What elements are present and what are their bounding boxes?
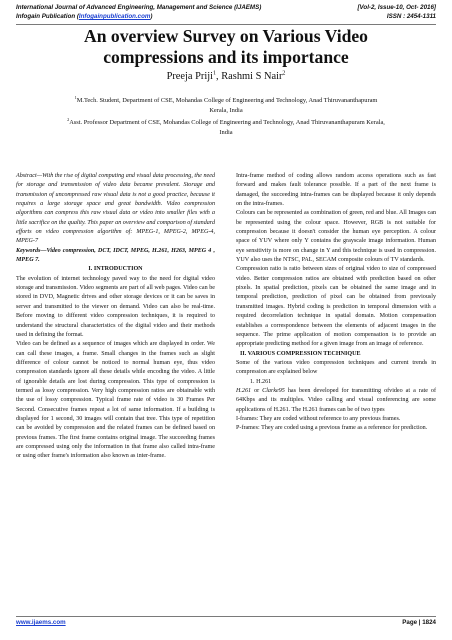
publisher-prefix: Infogain Publication ( — [16, 13, 79, 20]
body-paragraph-intra-frame: Intra-frame method of coding allows random access operations such as fast forward and makes fault tolerance possible. If a part of the next frame is damaged, the succeeding intra-frames can be displayed because it only depends on the intra-frames. — [236, 173, 436, 208]
section-heading-compression: II. VARIOUS COMPRESSION TECHNIQUE — [240, 350, 361, 357]
title-line-1: An overview Survey on Various Video — [84, 26, 368, 46]
intro-paragraph-2: Video can be defined as a sequence of images which are displayed in order. We can call these images, a frame. Small changes in the frames such as slight difference of colour cannot be noticed to normal human eye, thus video compression standards ignore all these details while encoding the video. A little of ignorable details are lost during compression. This type of compression is termed as lossy compression. Very high compression ratios are obtainable with the use of lossy compression. Typical frame rate of video is 30 Frames Per Second. Consecutive frames repeat a lot of same information. If a building is displayed for 1 second, 30 images will contain that tree. This type of repetition can be avoided by compression and the related frames can be defined based on previous frames. The first frame contains original image. The succeeding frames are compressed using only the information in that frame also called intra-frame or using other frame's information also known as inter-frame. — [16, 341, 215, 460]
publisher-link[interactable]: Infogainpublication.com — [78, 13, 151, 20]
list-item-h261: 1. H.261 — [250, 378, 272, 385]
issn: ISSN : 2454-1311 — [386, 13, 436, 20]
affiliation-2 — [22, 118, 430, 138]
page-number: Page | 1824 — [402, 619, 436, 626]
journal-name: International Journal of Advanced Engineering, Management and Science (IJAEMS) — [16, 4, 262, 11]
abstract: Abstract—With the rise of digital computing and visual data processing, the need for storage and transmission of video data became prevalent. Storage and transmission of uncompressed raw visual data is not a good practice, because it requires a large storage space and great bandwidth. Video compression algorithms can compress this raw visual data or video into smaller files with a little sacrifice on the quality. This paper an overview and comparison of standard efforts on video compression algorithm of: MPEG-1, MPEG-2, MPEG-4, MPEG-7 — [16, 173, 215, 245]
volume-info: [Vol-2, Issue-10, Oct- 2016] — [357, 4, 436, 11]
body-paragraph-colour: Colours can be represented as combination of green, red and blue. All Images can be represented using the colour space. However, RGB is not suitable for compression because it doesn't consider the human eye perception. A colour space of YUV where only Y contains the grayscale image information. Human eye sensitivity is more on change in Y and this technique is used in compression. YUV also uses the NTSC, PAL, SECAM composite colours of TV standards. — [236, 210, 436, 264]
affiliation-1 — [22, 96, 430, 116]
page-footer — [16, 616, 436, 628]
affiliation-2-sup: 2 — [67, 116, 70, 122]
paper-title — [0, 26, 452, 68]
footer-url[interactable]: www.ijaems.com — [16, 619, 66, 626]
h261-italic: H.261 — [236, 387, 252, 394]
title-line-2: compressions and its importance — [103, 47, 349, 67]
left-column — [16, 172, 215, 462]
affiliation-2-line-2: India — [219, 129, 233, 136]
affiliation-2-line-1: Asst. Professor Department of CSE, Mohandas College of Engineering and Technology, Anad Thiruvananthapuram Kerala, — [69, 119, 385, 126]
h261-text-b: has been developed for transmitting ofvideo at a rate of 64Kbps and its multiples. Video calling and visual conferencing are some applications of H.261. The H.261 frames can be of two types — [236, 387, 436, 413]
author-2-sup: 2 — [282, 70, 286, 77]
body-paragraph-compression-ratio: Compression ratio is ratio between sizes of original video to size of compressed video. Better compression ratios are obtained with prediction based on other pixels. In spatial prediction, pixels can be obtained the same image and in temporal prediction, prediction of pixel can be obtained from previously transmitted images. Hybrid coding is prediction in temporal dimension with a required decorrelation technique in spatial domain. Motion compensation establishes a correspondence between the elements of adjacent images in the sequence. The prime application of motion compensation is to provide an appropriate predicting method for a given image from an image of reference. — [236, 266, 436, 348]
body-paragraph-i-frames: I-frames: They are coded without reference to any previous frames. — [236, 415, 401, 422]
author-line — [0, 70, 452, 83]
affiliation-1-sup: 1 — [74, 94, 77, 100]
section-heading-introduction: I. INTRODUCTION — [88, 266, 143, 273]
keywords: Keywords—Video compression, DCT, IDCT, MPEG, H.261, H263, MPEG 4 , MPEG 7. — [16, 247, 215, 264]
right-column — [236, 172, 436, 434]
author-1-sup: 1 — [213, 70, 217, 77]
journal-header-line2 — [16, 13, 436, 21]
footer-divider — [16, 616, 436, 617]
clarke-italic: Clarke95 — [262, 387, 285, 394]
affiliation-1-line-1: M.Tech. Student, Department of CSE, Mohandas College of Engineering and Technology, Anad Thiruvananthapuram — [76, 97, 378, 104]
body-paragraph-h261 — [236, 387, 436, 415]
author-1: Preeja Priji — [166, 71, 214, 82]
body-paragraph-techniques: Some of the various video compression techniques and current trends in compression are explained below — [236, 359, 436, 376]
h261-text-a: or — [251, 387, 263, 394]
intro-paragraph-1: The evolution of internet technology paved way to the need for digital video storage and transmission. Video segments are part of all web pages. Video can be stored in DVD, Magnetic drives and other storage devices or it can be saves in server and transmitted to the viewer on demand. Video can also be real-time. Before moving to different video compression techniques, it is required to understand the structural characteristics of the digital video and their methods used in defining the format. — [16, 275, 215, 338]
header-divider — [16, 24, 436, 25]
publisher-suffix: ) — [150, 13, 153, 20]
affiliation-1-line-2: Kerala, India — [209, 107, 243, 114]
journal-header-line1 — [16, 4, 436, 12]
author-separator: , Rashmi S Nair — [216, 71, 283, 82]
body-paragraph-p-frames: P-frames: They are coded using a previous frame as a reference for prediction. — [236, 425, 428, 432]
